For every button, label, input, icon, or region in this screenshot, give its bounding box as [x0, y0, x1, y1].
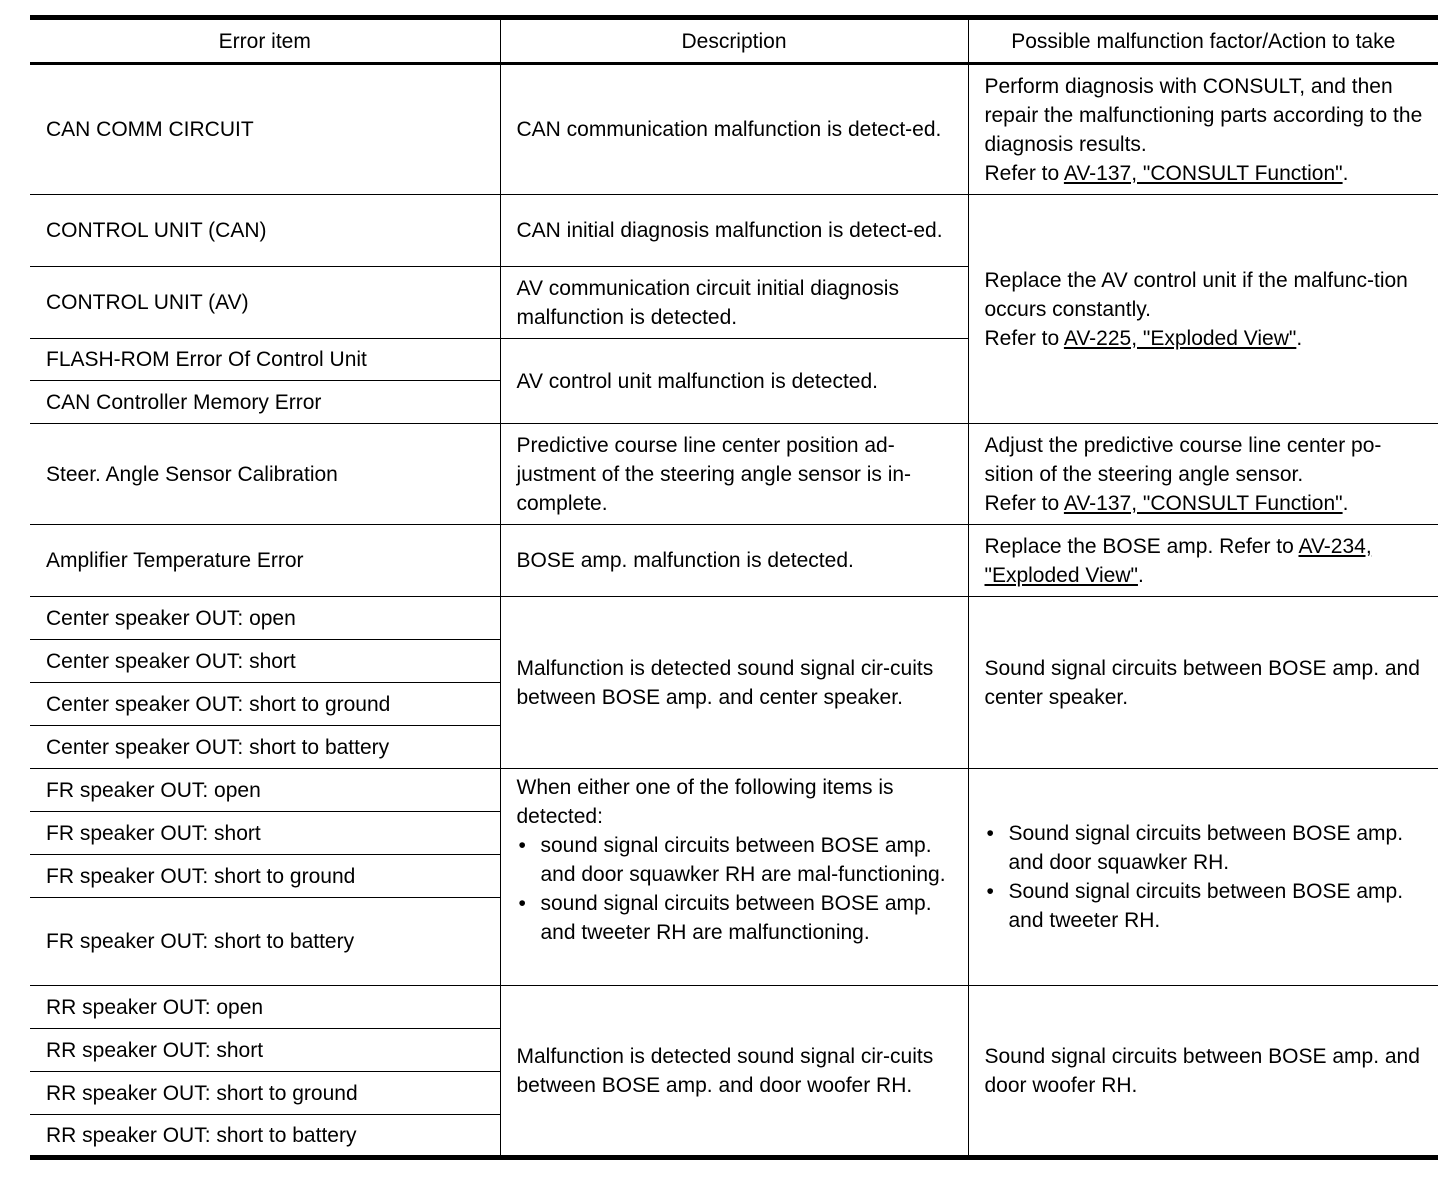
table-row [30, 597, 1438, 640]
header-error-item: Error item [30, 18, 500, 64]
refer-prefix: Refer to [984, 491, 1064, 515]
list-item: • Sound signal circuits between BOSE amp. and door squawker RH. [985, 819, 1431, 877]
description-cell: CAN communication malfunction is detect-ed. [500, 64, 968, 195]
error-item-cell: FR speaker OUT: short to ground [30, 855, 500, 898]
error-table [30, 15, 1438, 1160]
error-item-cell: CONTROL UNIT (CAN) [30, 195, 500, 267]
list-item: • Sound signal circuits between BOSE amp. and tweeter RH. [985, 877, 1431, 935]
error-item-cell: CONTROL UNIT (AV) [30, 267, 500, 339]
table-row [30, 525, 1438, 597]
reference-link[interactable]: AV-225, "Exploded View" [1063, 326, 1297, 350]
description-cell: AV control unit malfunction is detected. [500, 339, 968, 424]
action-cell [968, 525, 1438, 597]
refer-suffix: . [1342, 491, 1349, 515]
table-row [30, 64, 1438, 195]
description-intro: When either one of the following items is detected: [516, 776, 894, 828]
list-item: • sound signal circuits between BOSE amp. and door squawker RH are mal-functioning. [517, 831, 960, 889]
error-item-cell: RR speaker OUT: short to battery [30, 1115, 500, 1158]
error-item-cell: CAN COMM CIRCUIT [30, 64, 500, 195]
description-cell: Malfunction is detected sound signal cir-cuits between BOSE amp. and center speaker. [500, 597, 968, 769]
error-item-cell: FR speaker OUT: short to battery [30, 898, 500, 986]
error-item-cell: RR speaker OUT: open [30, 986, 500, 1029]
error-item-cell: Center speaker OUT: short to battery [30, 726, 500, 769]
action-text: Adjust the predictive course line center po-sition of the steering angle sensor. [984, 433, 1382, 486]
error-item-cell: Steer. Angle Sensor Calibration [30, 424, 500, 525]
refer-suffix: . [1342, 161, 1349, 185]
refer-prefix: Refer to [984, 326, 1064, 350]
error-item-cell: RR speaker OUT: short [30, 1029, 500, 1072]
error-item-cell: Center speaker OUT: open [30, 597, 500, 640]
header-row [30, 18, 1438, 64]
table-row [30, 424, 1438, 525]
action-list [985, 819, 1431, 935]
error-item-cell: Center speaker OUT: short to ground [30, 683, 500, 726]
description-cell: CAN initial diagnosis malfunction is detect-ed. [500, 195, 968, 267]
header-action: Possible malfunction factor/Action to take [968, 18, 1438, 64]
reference-link[interactable]: AV-137, "CONSULT Function" [1063, 161, 1343, 185]
description-cell: Predictive course line center position ad-justment of the steering angle sensor is in-complete. [500, 424, 968, 525]
action-text: Perform diagnosis with CONSULT, and then repair the malfunctioning parts according to the diagnosis results. [984, 74, 1423, 156]
description-cell [500, 769, 968, 986]
table-row [30, 769, 1438, 812]
refer-suffix: . [1137, 563, 1144, 587]
table-row [30, 986, 1438, 1029]
action-cell [968, 769, 1438, 986]
table-row [30, 195, 1438, 267]
action-cell [968, 195, 1438, 424]
action-cell [968, 424, 1438, 525]
error-item-cell: FR speaker OUT: open [30, 769, 500, 812]
error-item-cell: FR speaker OUT: short [30, 812, 500, 855]
description-list [517, 831, 960, 947]
description-cell: Malfunction is detected sound signal cir-cuits between BOSE amp. and door woofer RH. [500, 986, 968, 1158]
list-item: • sound signal circuits between BOSE amp. and tweeter RH are malfunctioning. [517, 889, 960, 947]
action-cell [968, 64, 1438, 195]
refer-suffix: . [1296, 326, 1303, 350]
refer-prefix: Refer to [984, 161, 1064, 185]
error-item-cell: FLASH-ROM Error Of Control Unit [30, 339, 500, 381]
error-item-cell: CAN Controller Memory Error [30, 381, 500, 424]
header-description: Description [500, 18, 968, 64]
action-cell: Sound signal circuits between BOSE amp. and door woofer RH. [968, 986, 1438, 1158]
reference-link[interactable]: AV-137, "CONSULT Function" [1063, 491, 1343, 515]
action-cell: Sound signal circuits between BOSE amp. and center speaker. [968, 597, 1438, 769]
error-item-cell: Amplifier Temperature Error [30, 525, 500, 597]
action-text: Replace the BOSE amp. Refer to [984, 534, 1299, 558]
description-cell: AV communication circuit initial diagnosis malfunction is detected. [500, 267, 968, 339]
reference-link[interactable]: AV-234, "Exploded View" [984, 534, 1372, 587]
error-item-cell: RR speaker OUT: short to ground [30, 1072, 500, 1115]
description-cell: BOSE amp. malfunction is detected. [500, 525, 968, 597]
action-text: Replace the AV control unit if the malfunc-tion occurs constantly. [984, 268, 1408, 321]
error-item-cell: Center speaker OUT: short [30, 640, 500, 683]
